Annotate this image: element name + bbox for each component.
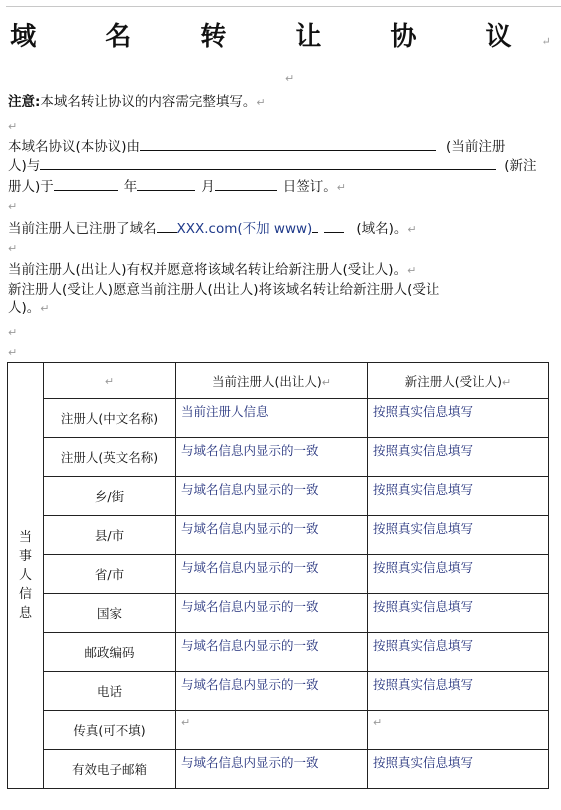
domain-line <box>8 218 417 240</box>
table-row <box>8 711 549 750</box>
day-blank <box>215 176 277 191</box>
year-label: 年 <box>123 179 138 195</box>
notice-text: 本域名转让协议的内容需完整填写。 <box>40 94 257 110</box>
transfer-paragraph-2-cont <box>8 298 50 319</box>
current-registrant-cell[interactable] <box>176 711 368 750</box>
paragraph-mark-icon: ↵ <box>8 120 18 133</box>
empty-paragraph <box>8 196 17 217</box>
intro-text-2a: 人)与 <box>8 158 41 174</box>
current-registrant-cell[interactable]: 与域名信息内显示的一致 <box>176 555 368 594</box>
para-text-2: 新注册人(受让人)愿意当前注册人(出让人)将该域名转让给新注册人(受让 <box>8 282 440 298</box>
new-registrant-blank <box>40 155 496 170</box>
para-text-1: 当前注册人(出让人)有权并愿意将该域名转让给新注册人(受让人)。 <box>8 262 408 278</box>
paragraph-mark-icon: ↵ <box>321 375 331 389</box>
notice-label: 注意: <box>8 94 41 110</box>
domain-suffix: (域名)。 <box>356 221 408 237</box>
paragraph-mark-icon: ↵ <box>8 346 18 359</box>
new-registrant-cell[interactable]: 按照真实信息填写 <box>368 516 549 555</box>
intro-line-1 <box>8 136 505 157</box>
side-char: 信 <box>18 587 32 602</box>
new-registrant-cell[interactable]: 按照真实信息填写 <box>368 477 549 516</box>
row-label: 注册人(中文名称) <box>44 399 176 438</box>
table-row <box>8 594 549 633</box>
table-row <box>8 477 549 516</box>
domain-blank-mid <box>312 218 318 233</box>
paragraph-mark-icon: ↵ <box>336 181 346 194</box>
row-label: 注册人(英文名称) <box>44 438 176 477</box>
empty-paragraph <box>285 68 294 89</box>
paragraph-mark-icon: ↵ <box>40 302 50 315</box>
table-row <box>8 750 549 789</box>
new-registrant-cell[interactable]: 按照真实信息填写 <box>368 633 549 672</box>
new-registrant-cell[interactable]: 按照真实信息填写 <box>368 438 549 477</box>
row-label: 省/市 <box>44 555 176 594</box>
empty-paragraph <box>8 238 17 259</box>
current-registrant-blank <box>140 136 436 151</box>
paragraph-mark-icon: ↵ <box>104 375 115 388</box>
side-char: 人 <box>18 568 32 583</box>
new-registrant-cell[interactable]: 按照真实信息填写 <box>368 594 549 633</box>
header-text: 当前注册人(出让人) <box>212 373 322 389</box>
empty-paragraph <box>8 116 17 137</box>
empty-paragraph <box>8 322 17 343</box>
side-char: 事 <box>18 549 32 564</box>
paragraph-mark-icon: ↵ <box>181 716 191 729</box>
domain-prefix: 当前注册人已注册了域名 <box>8 221 157 237</box>
title-text: 域 名 转 让 协 议 <box>10 22 542 52</box>
intro-line-2 <box>8 155 537 176</box>
party-info-table <box>7 362 549 789</box>
month-label: 月 <box>201 179 215 195</box>
side-char: 当 <box>18 530 32 545</box>
month-blank <box>137 176 195 191</box>
header-new-registrant <box>368 363 549 399</box>
current-registrant-cell[interactable]: 与域名信息内显示的一致 <box>176 438 368 477</box>
header-empty-cell <box>44 363 176 399</box>
notice-line <box>8 92 266 113</box>
intro-line-3 <box>8 176 346 198</box>
paragraph-mark-icon: ↵ <box>8 242 18 255</box>
current-registrant-cell[interactable]: 与域名信息内显示的一致 <box>176 477 368 516</box>
transfer-paragraph-1 <box>8 260 416 281</box>
header-current-registrant <box>176 363 368 399</box>
new-registrant-cell[interactable]: 按照真实信息填写 <box>368 555 549 594</box>
table-row <box>8 438 549 477</box>
table-row <box>8 633 549 672</box>
new-registrant-cell[interactable]: 按照真实信息填写 <box>368 750 549 789</box>
row-label: 县/市 <box>44 516 176 555</box>
page-top-border <box>6 6 561 7</box>
paragraph-mark-icon: ↵ <box>502 375 512 389</box>
paragraph-mark-icon: ↵ <box>407 223 417 236</box>
domain-blank-right <box>324 218 344 233</box>
empty-paragraph <box>8 342 17 363</box>
new-registrant-cell[interactable]: 按照真实信息填写 <box>368 672 549 711</box>
day-label: 日签订。 <box>282 179 337 195</box>
year-blank <box>54 176 118 191</box>
current-registrant-cell[interactable]: 与域名信息内显示的一致 <box>176 672 368 711</box>
new-registrant-cell[interactable] <box>368 711 549 750</box>
paragraph-mark-icon: ↵ <box>8 326 18 339</box>
paragraph-mark-icon: ↵ <box>285 72 295 85</box>
table-row <box>8 399 549 438</box>
party-info-side-label <box>8 363 44 789</box>
domain-blank-left <box>157 218 177 233</box>
paragraph-mark-icon: ↵ <box>256 96 266 109</box>
current-registrant-cell[interactable]: 当前注册人信息 <box>176 399 368 438</box>
table-header-row <box>8 363 549 399</box>
new-registrant-cell[interactable]: 按照真实信息填写 <box>368 399 549 438</box>
row-label: 乡/街 <box>44 477 176 516</box>
paragraph-mark-icon: ↵ <box>8 200 18 213</box>
paragraph-mark-icon: ↵ <box>373 716 383 729</box>
domain-value: XXX.com(不加 www) <box>176 221 313 237</box>
side-char: 息 <box>18 606 32 621</box>
transfer-paragraph-2 <box>8 280 439 300</box>
row-label: 有效电子邮箱 <box>44 750 176 789</box>
row-label: 国家 <box>44 594 176 633</box>
current-registrant-cell[interactable]: 与域名信息内显示的一致 <box>176 594 368 633</box>
current-registrant-cell[interactable]: 与域名信息内显示的一致 <box>176 633 368 672</box>
intro-text-3a: 册人)于 <box>8 179 54 195</box>
intro-text-1a: 本域名协议(本协议)由 <box>8 139 141 155</box>
table-row <box>8 672 549 711</box>
current-registrant-cell[interactable]: 与域名信息内显示的一致 <box>176 750 368 789</box>
table-row <box>8 555 549 594</box>
document-title <box>0 16 561 53</box>
paragraph-mark-icon: ↵ <box>541 35 551 48</box>
table-row <box>8 516 549 555</box>
para-text-3: 人)。 <box>8 300 41 316</box>
paragraph-mark-icon: ↵ <box>407 264 417 277</box>
row-label: 电话 <box>44 672 176 711</box>
intro-text-1b: (当前注册 <box>446 139 506 155</box>
row-label: 传真(可不填) <box>44 711 176 750</box>
header-text: 新注册人(受让人) <box>404 373 503 389</box>
row-label: 邮政编码 <box>44 633 176 672</box>
current-registrant-cell[interactable]: 与域名信息内显示的一致 <box>176 516 368 555</box>
intro-text-2b: (新注 <box>504 158 537 174</box>
